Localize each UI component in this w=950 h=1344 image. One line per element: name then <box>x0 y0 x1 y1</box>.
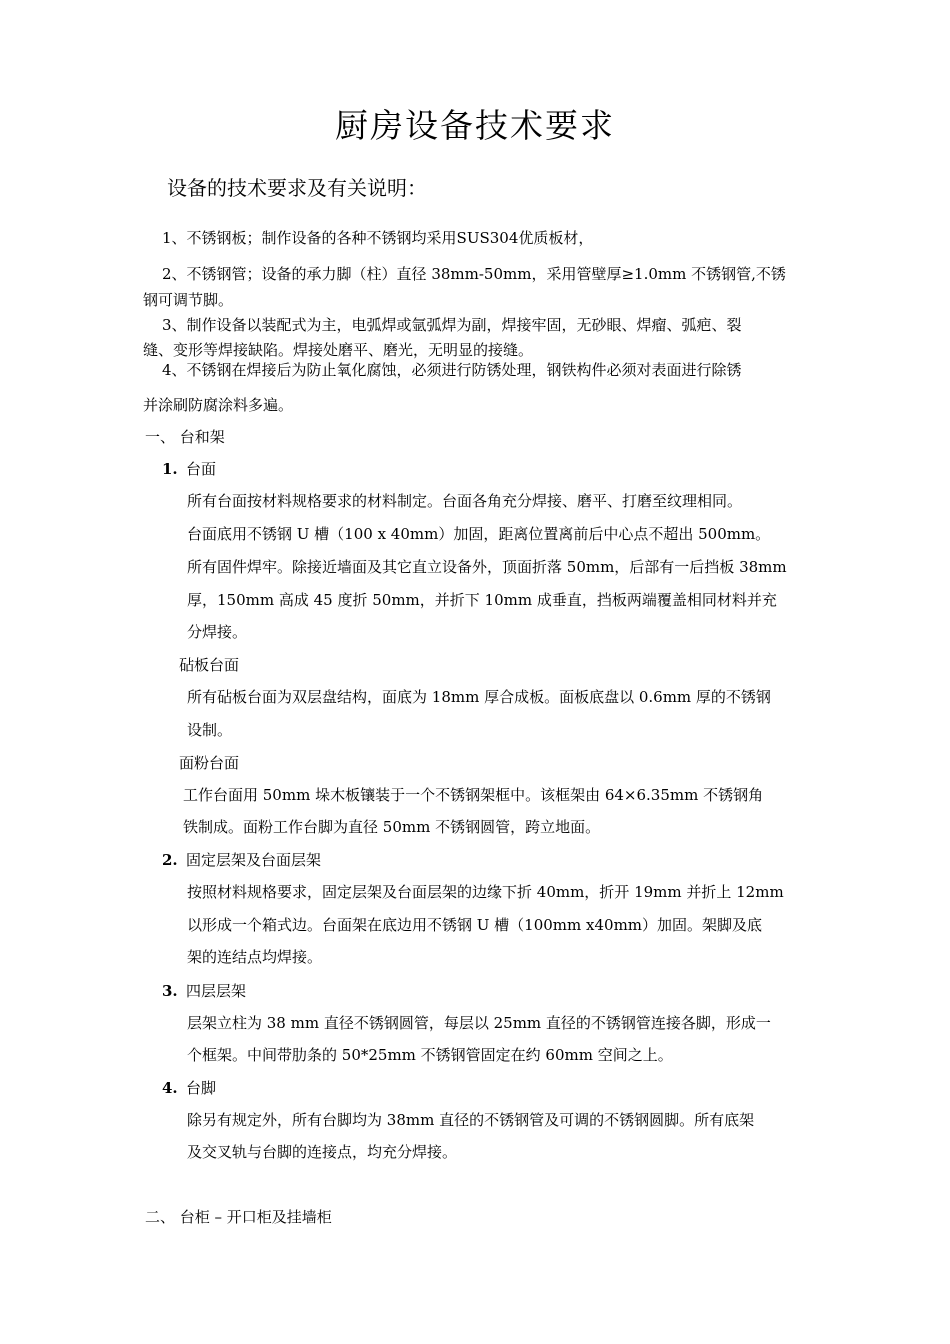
section-2-heading: 二、 台柜 – 开口柜及挂墙柜 <box>145 1208 332 1226</box>
sub-heading-flour-table: 面粉台面 <box>179 754 240 772</box>
item-2-line: 以形成一个箱式边。台面架在底边用不锈钢 U 槽（100mm x40mm）加固。架脚及底 <box>187 916 763 934</box>
item-1-line: 分焊接。 <box>187 623 248 641</box>
item-1-line: 所有固件焊牢。除接近墙面及其它直立设备外，顶面折落 50mm，后部有一后挡板 38mm <box>187 558 787 576</box>
intro-1: 1、不锈钢板；制作设备的各种不锈钢均采用SUS304优质板材， <box>162 229 594 247</box>
flour-table-line: 铁制成。面粉工作台脚为直径 50mm 不锈钢圆管，跨立地面。 <box>183 818 601 836</box>
section-1-heading: 一、 台和架 <box>145 428 225 446</box>
intro-2-line1: 2、不锈钢管；设备的承力脚（柱）直径 38mm-50mm，采用管壁厚≥1.0mm 不锈钢管,不锈 <box>162 265 786 283</box>
item-4-line: 及交叉轨与台脚的连接点，均充分焊接。 <box>187 1143 458 1161</box>
cutting-board-line: 所有砧板台面为双层盘结构，面底为 18mm 厚合成板。面板底盘以 0.6mm 厚的不锈钢 <box>187 688 771 706</box>
item-1-line: 所有台面按材料规格要求的材料制定。台面各角充分焊接、磨平、打磨至纹理相同。 <box>187 492 743 510</box>
item-4-line: 除另有规定外，所有台脚均为 38mm 直径的不锈钢管及可调的不锈钢圆脚。所有底架 <box>187 1111 755 1129</box>
cutting-board-line: 设制。 <box>187 721 233 739</box>
intro-4-line1: 4、不锈钢在焊接后为防止氧化腐蚀，必须进行防锈处理，钢铁构件必须对表面进行除锈 <box>162 361 742 379</box>
item-1-line: 厚，150mm 高成 45 度折 50mm，并折下 10mm 成垂直，挡板两端覆盖相同材料并充 <box>187 591 777 609</box>
sub-heading-cutting-board: 砧板台面 <box>179 656 240 674</box>
document-subtitle: 设备的技术要求及有关说明： <box>167 176 427 200</box>
item-2-heading <box>162 848 321 872</box>
item-4-number: 4. <box>162 1079 178 1097</box>
item-3-label: 四层层架 <box>186 982 247 1000</box>
intro-3-line1: 3、制作设备以装配式为主，电弧焊或氩弧焊为副，焊接牢固，无砂眼、焊瘤、弧疤、裂 <box>162 316 742 334</box>
item-1-line: 台面底用不锈钢 U 槽（100 x 40mm）加固，距离位置离前后中心点不超出 500mm。 <box>187 525 771 543</box>
item-2-line: 按照材料规格要求，固定层架及台面层架的边缘下折 40mm，折开 19mm 并折上 12mm <box>187 883 784 901</box>
item-2-line: 架的连结点均焊接。 <box>187 948 323 966</box>
intro-2-line2: 钢可调节脚。 <box>143 291 234 309</box>
flour-table-line: 工作台面用 50mm 垛木板镶装于一个不锈钢架框中。该框架由 64×6.35mm 不锈钢角 <box>183 786 764 804</box>
item-3-line: 层架立柱为 38 mm 直径不锈钢圆管，每层以 25mm 直径的不锈钢管连接各脚，形成一 <box>187 1014 771 1032</box>
item-4-label: 台脚 <box>186 1079 217 1097</box>
item-2-number: 2. <box>162 851 178 869</box>
item-1-number: 1. <box>162 460 178 478</box>
intro-4-line2: 并涂刷防腐涂料多遍。 <box>143 396 294 414</box>
item-3-line: 个框架。中间带肋条的 50*25mm 不锈钢管固定在约 60mm 空间之上。 <box>187 1046 673 1064</box>
document-title: 厨房设备技术要求 <box>335 106 615 145</box>
item-2-label: 固定层架及台面层架 <box>186 851 322 869</box>
item-1-heading <box>162 457 216 481</box>
item-3-number: 3. <box>162 982 178 1000</box>
intro-3-line2: 缝、变形等焊接缺陷。焊接处磨平、磨光，无明显的接缝。 <box>143 341 534 359</box>
item-4-heading <box>162 1076 216 1100</box>
item-1-label: 台面 <box>186 460 217 478</box>
item-3-heading <box>162 979 246 1003</box>
